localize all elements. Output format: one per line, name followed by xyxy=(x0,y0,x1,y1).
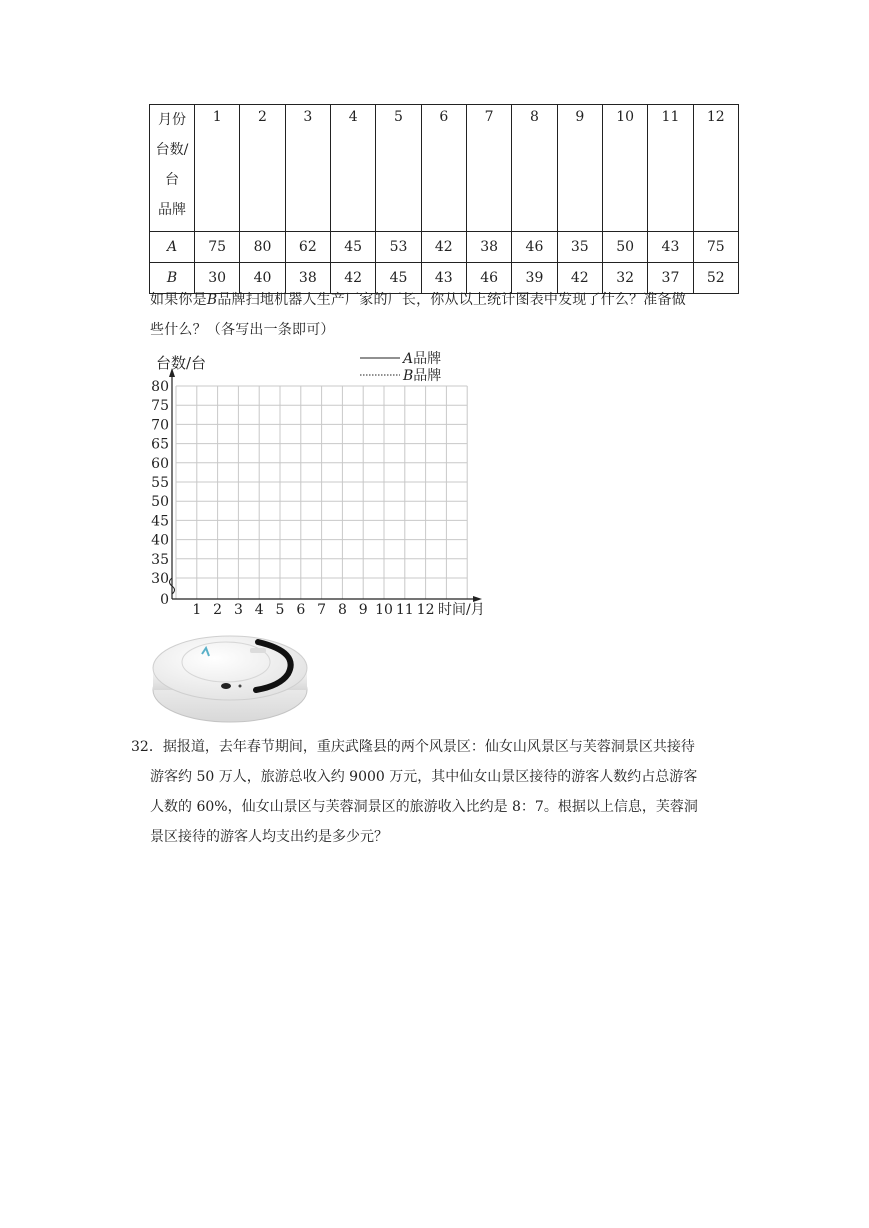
value-cell: 37 xyxy=(648,263,693,294)
y-tick-label: 0 xyxy=(160,592,169,608)
corner-label-month: 月份 xyxy=(158,112,186,128)
month-header: 12 xyxy=(693,105,738,232)
y-tick-label: 70 xyxy=(151,417,169,434)
x-tick-label: 11 xyxy=(395,602,414,618)
y-tick-label: 55 xyxy=(151,475,169,491)
y-tick-label: 50 xyxy=(151,494,169,511)
corner-label-count: 台数/ xyxy=(155,142,189,158)
value-cell: 42 xyxy=(421,232,466,263)
month-header: 8 xyxy=(512,105,557,232)
x-axis-title: 时间/月 xyxy=(438,602,485,618)
month-header: 1 xyxy=(195,105,240,232)
value-cell: 75 xyxy=(693,232,738,263)
y-tick-label: 60 xyxy=(151,455,169,472)
corner-label-brand: 品牌 xyxy=(158,202,186,218)
x-tick-label: 9 xyxy=(358,602,368,618)
legend-brand-b: B xyxy=(403,368,414,384)
month-header: 5 xyxy=(376,105,421,232)
value-cell: 46 xyxy=(466,263,511,294)
question-32-line-1 xyxy=(131,732,695,762)
month-header: 7 xyxy=(466,105,511,232)
y-tick-label: 40 xyxy=(151,532,169,549)
x-tick-label: 2 xyxy=(213,602,223,618)
legend-label-a xyxy=(401,350,441,367)
value-cell: 40 xyxy=(240,263,285,294)
corner-label-unit: 台 xyxy=(165,172,179,188)
question-32-line-2: 游客约 50 万人，旅游总收入约 9000 万元，其中仙女山景区接待的游客人数约占总游客 xyxy=(150,769,698,785)
x-tick-label: 12 xyxy=(416,602,435,618)
x-tick-label: 1 xyxy=(192,602,202,618)
x-tick-label: 4 xyxy=(254,602,264,618)
value-cell: 45 xyxy=(376,263,421,294)
q31-text-post: 品牌扫地机器人生产厂家的厂长，你从以上统计图表中发现了什么？准备做 xyxy=(217,292,686,308)
value-cell: 30 xyxy=(195,263,240,294)
blank-line-chart xyxy=(148,346,488,622)
y-tick-label: 80 xyxy=(151,379,169,395)
value-cell: 39 xyxy=(512,263,557,294)
chart-axes xyxy=(169,368,482,602)
value-cell: 32 xyxy=(602,263,647,294)
brand-cell: B xyxy=(150,263,195,294)
legend-label-b xyxy=(402,367,441,384)
x-tick-labels xyxy=(192,602,434,618)
legend-brand-a: A xyxy=(403,351,414,367)
month-header: 3 xyxy=(285,105,330,232)
brand-cell: A xyxy=(150,232,195,263)
value-cell: 43 xyxy=(648,232,693,263)
y-axis-title: 台数/台 xyxy=(156,354,207,372)
robot-vacuum-image xyxy=(150,624,312,726)
y-tick-label: 30 xyxy=(151,571,169,587)
sales-table xyxy=(149,104,739,294)
x-tick-label: 7 xyxy=(317,602,327,618)
x-tick-label: 10 xyxy=(375,602,393,618)
value-cell: 45 xyxy=(330,232,375,263)
value-cell: 53 xyxy=(376,232,421,263)
x-tick-label: 6 xyxy=(296,602,306,618)
y-tick-label: 65 xyxy=(151,436,169,453)
q31-brand-letter: B xyxy=(206,292,218,308)
y-tick-labels xyxy=(151,379,169,608)
value-cell: 80 xyxy=(240,232,285,263)
value-cell: 38 xyxy=(466,232,511,263)
month-header: 10 xyxy=(602,105,647,232)
month-header: 6 xyxy=(421,105,466,232)
question-32-line-4: 景区接待的游客人均支出约是多少元？ xyxy=(150,829,388,845)
question-31-line-1 xyxy=(150,285,686,315)
legend-suffix-b: 品牌 xyxy=(413,368,442,384)
value-cell: 42 xyxy=(557,263,602,294)
month-header: 11 xyxy=(648,105,693,232)
legend-suffix-a: 品牌 xyxy=(413,351,442,367)
month-header: 4 xyxy=(330,105,375,232)
chart-grid xyxy=(176,386,467,599)
value-cell: 38 xyxy=(285,263,330,294)
x-tick-label: 5 xyxy=(275,602,285,618)
value-cell: 42 xyxy=(330,263,375,294)
value-cell: 50 xyxy=(602,232,647,263)
question-32-line-3: 人数的 60%，仙女山景区与芙蓉洞景区的旅游收入比约是 8：7。根据以上信息，芙蓉洞 xyxy=(150,799,698,815)
chart-legend xyxy=(360,350,441,384)
q31-text-pre: 如果你是 xyxy=(150,292,207,308)
month-header: 9 xyxy=(557,105,602,232)
value-cell: 62 xyxy=(285,232,330,263)
table-header-row xyxy=(150,105,739,232)
question-31-line-2: 些什么？（各写出一条即可） xyxy=(150,322,335,338)
table-corner-cell xyxy=(150,105,195,232)
x-tick-label: 3 xyxy=(233,602,243,618)
month-header: 2 xyxy=(240,105,285,232)
value-cell: 35 xyxy=(557,232,602,263)
value-cell: 75 xyxy=(195,232,240,263)
y-tick-label: 35 xyxy=(151,551,169,568)
value-cell: 46 xyxy=(512,232,557,263)
y-tick-label: 75 xyxy=(151,398,169,415)
x-tick-label: 8 xyxy=(337,602,347,618)
value-cell: 52 xyxy=(693,263,738,294)
table-row-brand-a xyxy=(150,232,739,263)
y-tick-label: 45 xyxy=(151,513,169,530)
question-32-text: 据报道，去年春节期间，重庆武隆县的两个风景区：仙女山风景区与芙蓉洞景区共接待 xyxy=(162,739,695,755)
value-cell: 43 xyxy=(421,263,466,294)
question-32-number: 32． xyxy=(131,739,163,755)
